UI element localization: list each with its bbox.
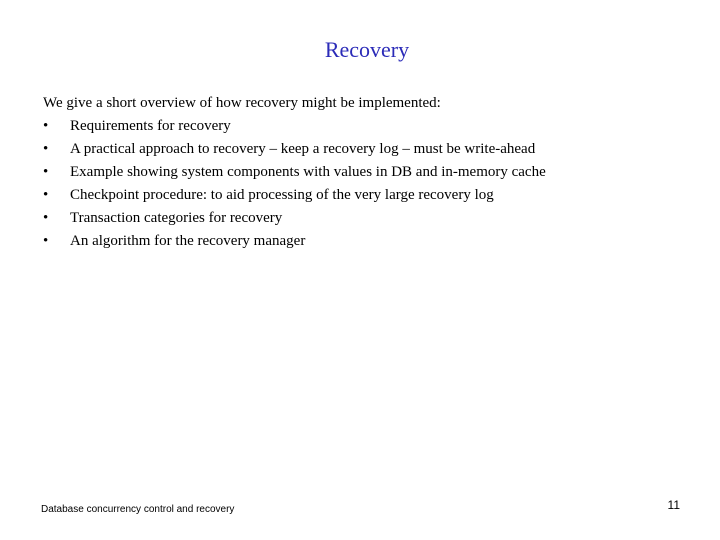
footer-text: Database concurrency control and recovery xyxy=(41,504,235,515)
bullet-icon: • xyxy=(43,187,49,203)
slide-title: Recovery xyxy=(324,37,410,62)
intro-text: We give a short overview of how recovery might be implemented: xyxy=(43,95,441,111)
bullet-item xyxy=(43,115,683,138)
bullet-icon: • xyxy=(43,118,49,134)
bullet-text: Checkpoint procedure: to aid processing of the very large recovery log xyxy=(70,187,494,203)
bullet-text: An algorithm for the recovery manager xyxy=(70,233,306,249)
bullet-item xyxy=(43,138,683,161)
bullet-text: Transaction categories for recovery xyxy=(70,210,283,226)
slide-body xyxy=(43,92,683,253)
bullet-text: A practical approach to recovery – keep a recovery log – must be write-ahead xyxy=(70,141,536,157)
bullet-item xyxy=(43,230,683,253)
bullet-icon: • xyxy=(43,233,49,249)
bullet-item xyxy=(43,161,683,184)
bullet-icon: • xyxy=(43,210,49,226)
bullet-text: Example showing system components with values in DB and in-memory cache xyxy=(70,164,546,180)
page-number: 11 xyxy=(667,498,680,512)
bullet-list xyxy=(43,115,683,253)
bullet-icon: • xyxy=(43,164,49,180)
bullet-item xyxy=(43,184,683,207)
bullet-icon: • xyxy=(43,141,49,157)
bullet-text: Requirements for recovery xyxy=(70,118,231,134)
bullet-item xyxy=(43,207,683,230)
